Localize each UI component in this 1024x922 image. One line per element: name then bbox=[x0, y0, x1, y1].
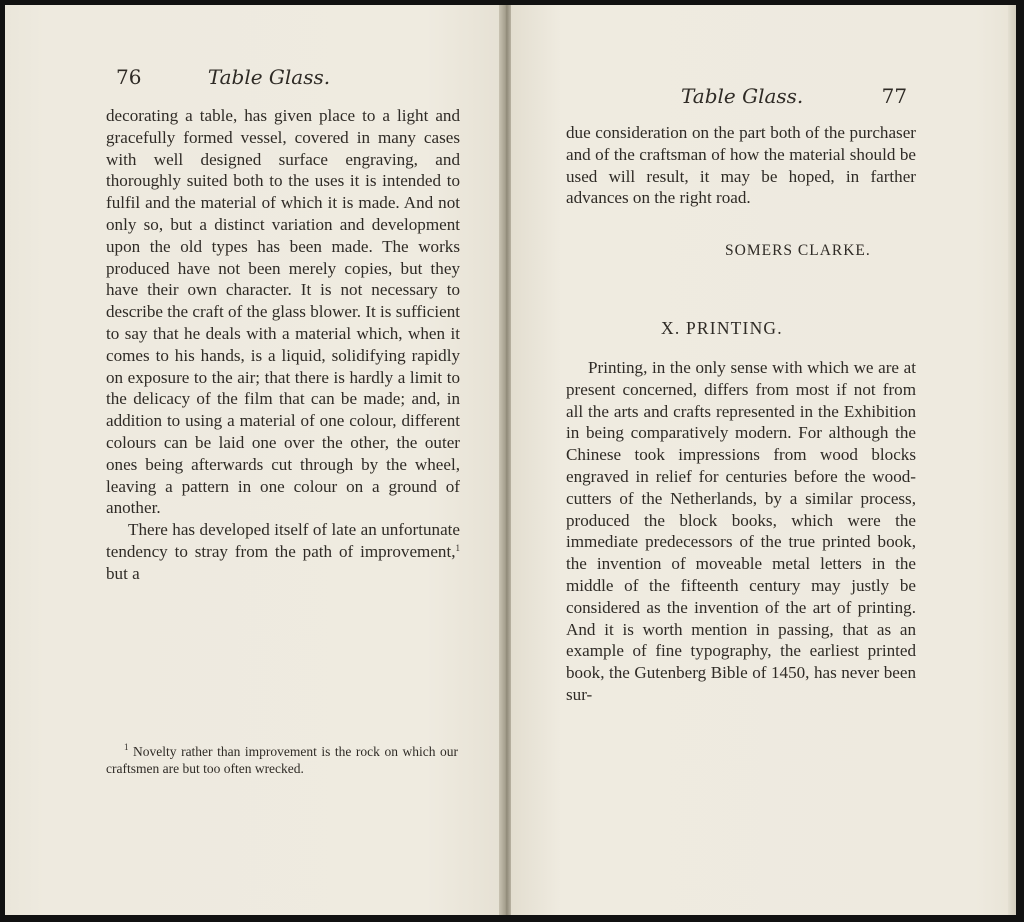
page-edge bbox=[1008, 5, 1016, 915]
footnote bbox=[106, 743, 458, 777]
footnote-reference: 1 bbox=[455, 542, 460, 553]
left-paragraph-2-tail: but a bbox=[106, 563, 140, 583]
right-page-number: 77 bbox=[881, 84, 908, 108]
right-page bbox=[511, 5, 1016, 915]
left-page bbox=[5, 5, 501, 915]
right-running-title: Table Glass. bbox=[681, 84, 804, 108]
left-page-number: 76 bbox=[116, 65, 142, 89]
right-body-text-top bbox=[566, 122, 916, 209]
left-paragraph-1: decorating a table, has given place to a light and gracefully formed vessel, covered in many cases with well designed surface engraving, and thoroughly suited both to the uses it is intended to fulfil and the material of which it is made. And not only so, but a distinct variation and development upon the old types has been made. The works produced have not been merely copies, but they have their own character. It is not necessary to describe the craft of the glass blower. It is sufficient to say that he deals with a material which, when it comes to his hands, is a liquid, solidifying rapidly on exposure to the air; that there is hardly a limit to the delicacy of the film that can be made; and, in addition to using a material of one colour, different colours can be laid one over the other, the outer ones being afterwards cut through by the wheel, leaving a pattern in one colour on a ground of another. bbox=[106, 106, 460, 518]
author-signature: SOMERS CLARKE. bbox=[725, 242, 871, 259]
right-body-text-bottom bbox=[566, 357, 916, 706]
left-paragraph-2 bbox=[106, 519, 460, 584]
chapter-heading: X. PRINTING. bbox=[661, 318, 783, 338]
open-book-spread bbox=[5, 5, 1016, 915]
footnote-mark: 1 bbox=[124, 742, 129, 752]
left-running-title: Table Glass. bbox=[207, 65, 331, 89]
right-running-head bbox=[681, 84, 907, 108]
right-paragraph-1: due consideration on the part both of the purchaser and of the craftsman of how the material should be used will result, it may be hoped, in farther advances on the right road. bbox=[566, 123, 916, 208]
footnote-text: Novelty rather than improvement is the rock on which our craftsmen are but too often wrecked. bbox=[106, 744, 459, 777]
right-paragraph-2: Printing, in the only sense with which we are at present concerned, differs from most if not from all the arts and crafts represented in the Exhibition in being comparatively modern. For although the Chinese took impressions from wood blocks engraved in relief for centuries before the wood-cutters of the Netherlands, by a similar process, produced the block books, which were the immediate predecessors of the true printed book, the invention of moveable metal letters in the middle of the fifteenth century may justly be considered as the invention of the art of printing. And it is worth mention in passing, that as an example of fine typography, the earliest printed book, the Gutenberg Bible of 1450, has never been sur- bbox=[566, 358, 916, 704]
left-body-text bbox=[106, 105, 460, 585]
left-running-head bbox=[116, 65, 330, 89]
left-paragraph-2-text: There has developed itself of late an unfortunate tendency to stray from the path of improvement, bbox=[106, 520, 460, 561]
